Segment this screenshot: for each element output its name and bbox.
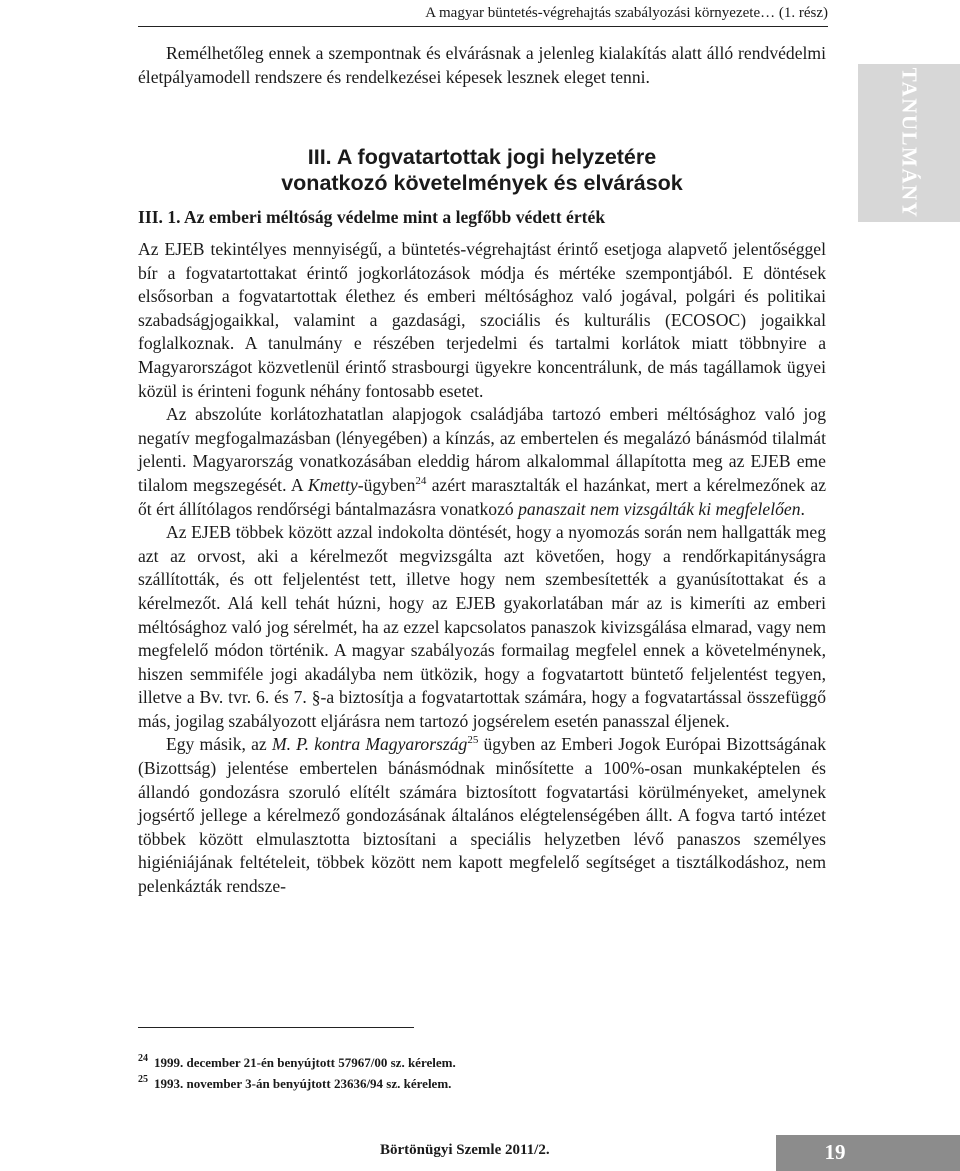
case-name-kmetty: Kmetty [307, 474, 358, 495]
side-tab-label: TANULMÁNY [897, 67, 922, 219]
p2-text-a: Az abszolúte korlátozhatatlan alapjogok családjába tartozó emberi méltósághoz való jog negatív megfogalmazásban (lényegében) a kínzás, az embertelen és megalázó bánásmód tilalmát jelenti. Magyarország vonatkozásában eleddig három alkalommal állapította meg az EJEB eme tilalom megszegését. A [138, 404, 826, 495]
paragraph-2 [138, 403, 826, 521]
p2-italic-phrase: panaszait nem vizsgálták ki megfelelően [518, 498, 801, 519]
intro-block [138, 42, 826, 89]
section-title-line-1: III. A fogvatartottak jogi helyzetére [307, 145, 657, 169]
paragraph-1: Az EJEB tekintélyes mennyiségű, a büntetés-végrehajtást érintő esetjoga alapvető jelentőséggel bír a fogvatartottakat érintő jogkorlátozások módja és mértéke szempontjából. E döntések elsősorban a fogvatartottak élethez és emberi méltósághoz való jogával, polgári és politikai szabadságjogaikkal, valamint a gazdasági, szociális és kulturális (ECOSOC) jogaikkal foglalkoznak. A tanulmány e részében terjedelmi és tartalmi korlátok miatt többnyire a Magyarországot közvetlenül érintő strasbourgi ügyekre koncentrálunk, de más tagállamok ügyei közül is érinteni fogunk néhány fontosabb esetet. [138, 239, 826, 401]
footnote-rule [138, 1027, 414, 1028]
footnote-text: 1999. december 21-én benyújtott 57967/00 sz. kérelem. [154, 1055, 456, 1070]
p2-text-d: . [800, 498, 805, 519]
footnotes [138, 1052, 826, 1094]
p2-text-c: azért marasztalták el hazánkat, mert a kérelmezőnek az őt ért állítólagos rendőrségi bántalmazásra vonatkozó [138, 474, 826, 519]
header-rule [138, 26, 828, 27]
section-side-tab [858, 64, 960, 222]
case-name-mp: M. P. kontra Magyarország [271, 734, 468, 755]
journal-name: Börtönügyi Szemle 2011/2. [380, 1142, 550, 1158]
body-text [138, 238, 826, 899]
page-number: 19 [824, 1140, 846, 1164]
footnote-ref-25[interactable]: 25 [467, 734, 479, 747]
footnote-number: 25 [138, 1074, 148, 1085]
paragraph-4 [138, 733, 826, 898]
page-number-box [776, 1135, 960, 1171]
footnote-24 [138, 1052, 826, 1073]
footnote-ref-24[interactable]: 24 [415, 475, 427, 488]
p2-text-b: -ügyben [357, 474, 416, 495]
subsection-title: III. 1. Az emberi méltóság védelme mint a legfőbb védett érték [138, 207, 606, 227]
footnote-25 [138, 1073, 826, 1094]
footnote-text: 1993. november 3-án benyújtott 23636/94 sz. kérelem. [154, 1076, 452, 1091]
running-header: A magyar büntetés-végrehajtás szabályozási környezete… (1. rész) [425, 5, 828, 21]
section-title [138, 144, 826, 196]
intro-paragraph: Remélhetőleg ennek a szempontnak és elvárásnak a jelenleg kialakítás alatt álló rendvédelmi életpályamodell rendszere és rendelkezései képesek lesznek eleget tenni. [138, 43, 826, 87]
p4-text-a: Egy másik, az [166, 734, 272, 755]
footnote-number: 24 [138, 1053, 148, 1064]
p4-text-b: ügyben az Emberi Jogok Európai Bizottságának (Bizottság) jelentése embertelen bánásmódnak minősítette a 100%-osan munkaképtelen és állandó gondozásra szoruló elítélt számára biztosított fogvatartási körülményeket, amelynek jogsértő jellege a kérelmező gondozásának általános elégtelenségében állt. A fogva tartó intézet többek között elmulasztotta biztosítani a speciális helyzetben lévő panaszos személyes higiéniájának feltételeit, többek között nem kapott megfelelő segítséget a tisztálkodáshoz, nem pelenkázták rendsze- [138, 734, 827, 897]
paragraph-3: Az EJEB többek között azzal indokolta döntését, hogy a nyomozás során nem hallgatták meg azt az orvost, aki a kérelmezőt megvizsgálta azt követően, hogy a rendőrkapitányságra szállították, és ott feljelentést tett, illetve hogy nem szembesítették a gyanúsítottakat és a kérelmezőt. Alá kell tehát húzni, hogy az EJEB gyakorlatában már az is kimeríti az emberi méltósághoz való jog sérelmét, ha az ezzel kapcsolatos panaszok kivizsgálása elmarad, vagy nem megfelelő módon történik. A magyar szabályozás formailag megfelel ennek a követelménynek, hiszen semmiféle jogi akadályba nem ütközik, hogy a fogvatartott büntető feljelentést tegyen, illetve a Bv. tvr. 6. és 7. §-a biztosítja a fogvatartottak számára, hogy a fogvatartással összefüggő más, jogilag szabályozott eljárásra nem tartozó jogsérelem esetén panasszal éljenek. [138, 522, 826, 731]
section-title-line-2: vonatkozó követelmények és elvárások [281, 171, 683, 195]
